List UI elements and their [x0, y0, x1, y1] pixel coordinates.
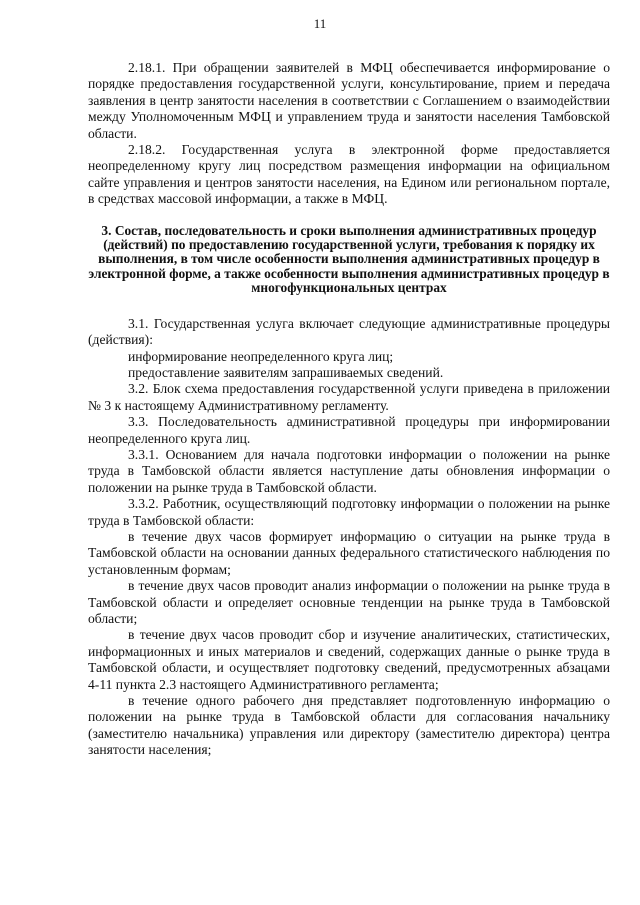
paragraph-3-1: 3.1. Государственная услуга включает следующие административные процедуры (действия): — [88, 315, 610, 348]
page-number: 11 — [313, 16, 327, 31]
list-item-procedure-2: предоставление заявителям запрашиваемых сведений. — [128, 364, 444, 380]
list-item-procedure-1: информирование неопределенного круга лиц; — [128, 348, 394, 364]
paragraph-3-3: 3.3. Последовательность административной процедуры при информировании неопределенного круга лиц. — [88, 414, 610, 446]
paragraph-3-3-2: 3.3.2. Работник, осуществляющий подготовку информации о положении на рынке труда в Тамбовской области: — [88, 496, 610, 528]
paragraph-2-18-1: 2.18.1. При обращении заявителей в МФЦ обеспечивается информирование о порядке предоставления государственной услуги, консультирование, прием и передача заявления в центр занятости населения в соответствии с Соглашением о взаимодействии между Уполномоченным МФЦ и управлением труда и занятости населения Тамбовской области. — [88, 60, 610, 141]
list-item-step-3: в течение двух часов проводит сбор и изучение аналитических, статистических, информационных и иных материалов и сведений, содержащих данные о рынке труда в Тамбовской области, и осуществляет подготовку сведений, предусмотренных абзацами 4-11 пункта 2.3 настоящего Административного регламента; — [88, 627, 610, 692]
list-item-step-2: в течение двух часов проводит анализ информации о положении на рынке труда в Тамбовской области и определяет основные тенденции на рынке труда в Тамбовской области; — [88, 578, 610, 626]
list-item-step-4: в течение одного рабочего дня представляет подготовленную информацию о положении на рынке труда в Тамбовской области для согласования начальнику (заместителю начальника) управления или директору (заместителю директора) центра занятости населения; — [88, 693, 610, 758]
list-item-step-1: в течение двух часов формирует информацию о ситуации на рынке труда в Тамбовской области на основании данных федерального статистического наблюдения по установленным формам; — [88, 528, 610, 577]
document-body — [88, 60, 610, 759]
paragraph-3-2: 3.2. Блок схема предоставления государственной услуги приведена в приложении № 3 к настоящему Административному регламенту. — [88, 381, 610, 413]
section-3-heading: 3. Состав, последовательность и сроки выполнения административных процедур (действий) по предоставлению государственной услуги, требования к порядку их выполнения, в том числе особенности выполнения административных процедур в электронной форме, а также особенности выполнения административных процедур в многофункциональных центрах — [88, 222, 610, 296]
paragraph-3-3-1: 3.3.1. Основанием для начала подготовки информации о положении на рынке труда в Тамбовской области является наступление даты обновления информации о положении на рынке труда в Тамбовской области. — [88, 446, 610, 495]
paragraph-2-18-2: 2.18.2. Государственная услуга в электронной форме предоставляется неопределенному кругу лиц посредством размещения информации на официальном сайте управления и центров занятости населения, на Едином или региональном портале, в средствах массовой информации, а также в МФЦ. — [88, 142, 610, 207]
